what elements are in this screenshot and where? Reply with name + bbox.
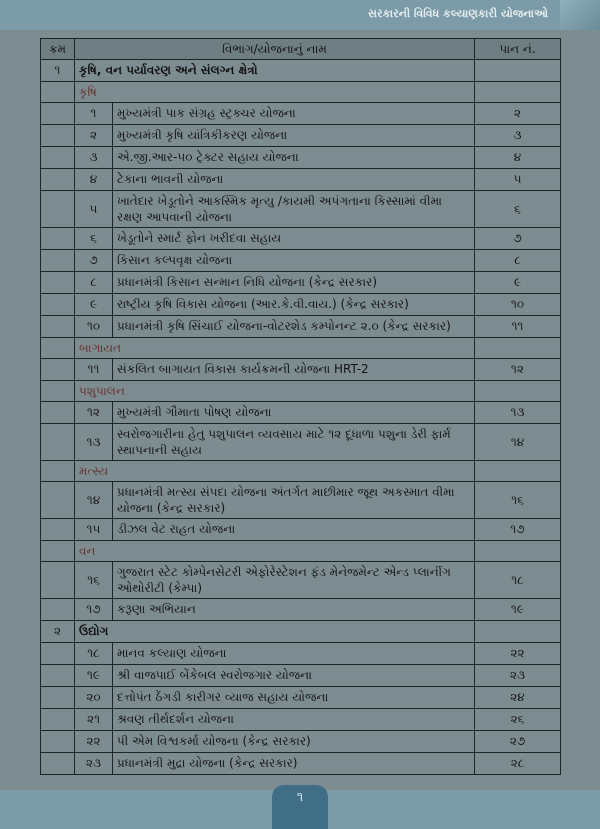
- scheme-title: પ્રધાનમંત્રી મત્સ્ય સંપદા યોજના અંતર્ગત માછીમાર જૂથ અકસ્માત વીમા યોજના (કેન્દ્ર સરકાર): [113, 482, 475, 519]
- section-page-empty: [475, 621, 561, 643]
- subsection-page-empty: [475, 338, 561, 359]
- subsection-serial-empty: [41, 381, 75, 402]
- row-serial-empty: [41, 687, 75, 709]
- page-number-cell: ૧૯: [475, 599, 561, 621]
- subsection-page-empty: [475, 461, 561, 482]
- page-number-cell: ૮: [475, 250, 561, 272]
- table-row: [41, 294, 561, 316]
- scheme-title: પ્રધાનમંત્રી કિસાન સન્માન નિધિ યોજના (કેન્દ્ર સરકાર): [113, 272, 475, 294]
- page-number: ૧: [296, 790, 304, 805]
- column-header-page: પાન નં.: [475, 39, 561, 60]
- scheme-number: ૧૮: [75, 643, 113, 665]
- scheme-number: ૨: [75, 125, 113, 147]
- subsection-title: કૃષિ: [75, 82, 475, 103]
- scheme-number: ૧૪: [75, 482, 113, 519]
- subsection-row: [41, 338, 561, 359]
- scheme-number: ૮: [75, 272, 113, 294]
- scheme-number: ૯: [75, 294, 113, 316]
- scheme-title: ટેકાના ભાવની યોજના: [113, 169, 475, 191]
- scheme-title: ડીઝલ વેટ રાહત યોજના: [113, 519, 475, 541]
- table-row: [41, 482, 561, 519]
- page-number-cell: ૪: [475, 147, 561, 169]
- scheme-title: રાષ્ટ્રીય કૃષિ વિકાસ યોજના (આર.કે.વી.વાય.) (કેન્દ્ર સરકાર): [113, 294, 475, 316]
- scheme-number: ૨૧: [75, 709, 113, 731]
- table-row: [41, 562, 561, 599]
- table-row: [41, 272, 561, 294]
- table-row: [41, 402, 561, 424]
- section-number: ૨: [41, 621, 75, 643]
- subsection-row: [41, 541, 561, 562]
- subsection-page-empty: [475, 381, 561, 402]
- header-decoration: [560, 0, 600, 30]
- row-serial-empty: [41, 599, 75, 621]
- row-serial-empty: [41, 562, 75, 599]
- scheme-number: ૧: [75, 103, 113, 125]
- scheme-number: ૧૬: [75, 562, 113, 599]
- page-number-cell: ૫: [475, 169, 561, 191]
- table-row: [41, 665, 561, 687]
- page-number-cell: ૩: [475, 125, 561, 147]
- page-number-cell: ૭: [475, 228, 561, 250]
- page-number-cell: ૧૪: [475, 424, 561, 461]
- table-row: [41, 191, 561, 228]
- section-row: [41, 60, 561, 82]
- scheme-title: પ્રધાનમંત્રી મુદ્રા યોજના (કેન્દ્ર સરકાર): [113, 753, 475, 775]
- scheme-number: ૪: [75, 169, 113, 191]
- scheme-title: કિસાન કલ્પવૃક્ષ યોજના: [113, 250, 475, 272]
- page-number-cell: ૧૦: [475, 294, 561, 316]
- page-number-cell: ૬: [475, 191, 561, 228]
- subsection-title: પશુપાલન: [75, 381, 475, 402]
- table-row: [41, 643, 561, 665]
- row-serial-empty: [41, 643, 75, 665]
- table-row: [41, 519, 561, 541]
- scheme-number: ૧૭: [75, 599, 113, 621]
- section-number: ૧: [41, 60, 75, 82]
- row-serial-empty: [41, 125, 75, 147]
- scheme-title: મુખ્યમંત્રી કૃષિ યાંત્રિકીકરણ યોજના: [113, 125, 475, 147]
- section-page-empty: [475, 60, 561, 82]
- page-number-cell: ૧૭: [475, 519, 561, 541]
- scheme-title: પી એમ વિશ્વકર્મા યોજના (કેન્દ્ર સરકાર): [113, 731, 475, 753]
- scheme-number: ૧૨: [75, 402, 113, 424]
- row-serial-empty: [41, 272, 75, 294]
- page-number-tab: [272, 785, 328, 829]
- subsection-serial-empty: [41, 461, 75, 482]
- scheme-number: ૧૧: [75, 359, 113, 381]
- section-row: [41, 621, 561, 643]
- subsection-row: [41, 381, 561, 402]
- page-number-cell: ૧૮: [475, 562, 561, 599]
- table-row: [41, 250, 561, 272]
- scheme-number: ૧૩: [75, 424, 113, 461]
- table-row: [41, 709, 561, 731]
- scheme-title: સ્વરોજગારીના હેતુ પશુપાલન વ્યવસાય માટે ૧૨ દૂધાળા પશુના ડેરી ફાર્મ સ્થાપનાની સહાય: [113, 424, 475, 461]
- scheme-title: ખાતેદાર ખેડૂતોને આકસ્મિક મૃત્યુ /કાયમી અપંગતાના કિસ્સામાં વીમા રક્ષણ આપવાની યોજના: [113, 191, 475, 228]
- subsection-title: મત્સ્ય: [75, 461, 475, 482]
- row-serial-empty: [41, 250, 75, 272]
- row-serial-empty: [41, 359, 75, 381]
- table-row: [41, 599, 561, 621]
- page-number-cell: ૨૨: [475, 643, 561, 665]
- scheme-number: ૧૦: [75, 316, 113, 338]
- subsection-row: [41, 82, 561, 103]
- subsection-page-empty: [475, 82, 561, 103]
- scheme-title: મુખ્યમંત્રી પાક સંગ્રહ સ્ટ્રક્ચર યોજના: [113, 103, 475, 125]
- row-serial-empty: [41, 665, 75, 687]
- page-number-cell: ૨૬: [475, 709, 561, 731]
- page-number-cell: ૨૭: [475, 731, 561, 753]
- page-number-cell: ૨: [475, 103, 561, 125]
- scheme-title: એ.જી.આર-૫૦ ટ્રેક્ટર સહાય યોજના: [113, 147, 475, 169]
- scheme-title: મુખ્યમંત્રી ગૌમાતા પોષણ યોજના: [113, 402, 475, 424]
- subsection-row: [41, 461, 561, 482]
- row-serial-empty: [41, 228, 75, 250]
- page-number-cell: ૧૬: [475, 482, 561, 519]
- row-serial-empty: [41, 294, 75, 316]
- subsection-serial-empty: [41, 338, 75, 359]
- row-serial-empty: [41, 424, 75, 461]
- page-number-cell: ૯: [475, 272, 561, 294]
- scheme-number: ૬: [75, 228, 113, 250]
- scheme-number: ૧૫: [75, 519, 113, 541]
- row-serial-empty: [41, 147, 75, 169]
- scheme-number: ૭: [75, 250, 113, 272]
- row-serial-empty: [41, 402, 75, 424]
- table-row: [41, 228, 561, 250]
- scheme-number: ૩: [75, 147, 113, 169]
- subsection-serial-empty: [41, 541, 75, 562]
- row-serial-empty: [41, 316, 75, 338]
- scheme-title: દત્તોપંત ઠેંગડી કારીગર વ્યાજ સહાય યોજના: [113, 687, 475, 709]
- column-header-scheme-name: વિભાગ/યોજનાનું નામ: [75, 39, 475, 60]
- table-row: [41, 316, 561, 338]
- table-row: [41, 359, 561, 381]
- table-row: [41, 125, 561, 147]
- scheme-number: ૫: [75, 191, 113, 228]
- scheme-title: ગુજરાત સ્ટેટ કોમ્પેનસેટરી એફોરેસ્ટેશન ફંડ મેનેજમેન્ટ એન્ડ પ્લાનીંગ ઓથોરીટી (કેમ્પા): [113, 562, 475, 599]
- page-number-cell: ૧૩: [475, 402, 561, 424]
- row-serial-empty: [41, 103, 75, 125]
- row-serial-empty: [41, 753, 75, 775]
- page-number-cell: ૧૧: [475, 316, 561, 338]
- row-serial-empty: [41, 482, 75, 519]
- table-row: [41, 753, 561, 775]
- section-title: ઉદ્યોગ: [75, 621, 475, 643]
- page-number-cell: ૨૩: [475, 665, 561, 687]
- table-header-row: [41, 39, 561, 60]
- table-row: [41, 687, 561, 709]
- index-table-body: [41, 60, 561, 775]
- section-title: કૃષિ, વન પર્યાવરણ અને સંલગ્ન ક્ષેત્રો: [75, 60, 475, 82]
- page-number-cell: ૨૮: [475, 753, 561, 775]
- page-number-cell: ૨૪: [475, 687, 561, 709]
- table-row: [41, 731, 561, 753]
- scheme-number: ૨૩: [75, 753, 113, 775]
- row-serial-empty: [41, 191, 75, 228]
- table-row: [41, 169, 561, 191]
- row-serial-empty: [41, 169, 75, 191]
- row-serial-empty: [41, 519, 75, 541]
- scheme-number: ૨૦: [75, 687, 113, 709]
- subsection-title: વન: [75, 541, 475, 562]
- subsection-page-empty: [475, 541, 561, 562]
- page-number-cell: ૧૨: [475, 359, 561, 381]
- subsection-serial-empty: [41, 82, 75, 103]
- table-row: [41, 103, 561, 125]
- table-row: [41, 424, 561, 461]
- subsection-title: બાગાયત: [75, 338, 475, 359]
- scheme-title: ખેડૂતોને સ્માર્ટ ફોન ખરીદવા સહાય: [113, 228, 475, 250]
- scheme-title: શ્રી વાજપાઈ બેંકેબલ સ્વરોજગાર યોજના: [113, 665, 475, 687]
- scheme-number: ૧૯: [75, 665, 113, 687]
- scheme-title: સંકલિત બાગાયત વિકાસ કાર્યક્રમની યોજના HRT-2: [113, 359, 475, 381]
- running-header-title: સરકારની વિવિધ કલ્યાણકારી યોજનાઓ: [368, 7, 548, 20]
- scheme-number: ૨૨: [75, 731, 113, 753]
- row-serial-empty: [41, 731, 75, 753]
- scheme-title: પ્રધાનમંત્રી કૃષિ સિંચાઈ યોજના-વોટરશેડ કમ્પોનન્ટ ૨.૦ (કેન્દ્ર સરકાર): [113, 316, 475, 338]
- row-serial-empty: [41, 709, 75, 731]
- scheme-title: કરૂણા અભિયાન: [113, 599, 475, 621]
- index-table: [40, 38, 561, 775]
- column-header-serial: ક્રમ: [41, 39, 75, 60]
- table-row: [41, 147, 561, 169]
- scheme-title: શ્રવણ તીર્થદર્શન યોજના: [113, 709, 475, 731]
- scheme-title: માનવ કલ્યાણ યોજના: [113, 643, 475, 665]
